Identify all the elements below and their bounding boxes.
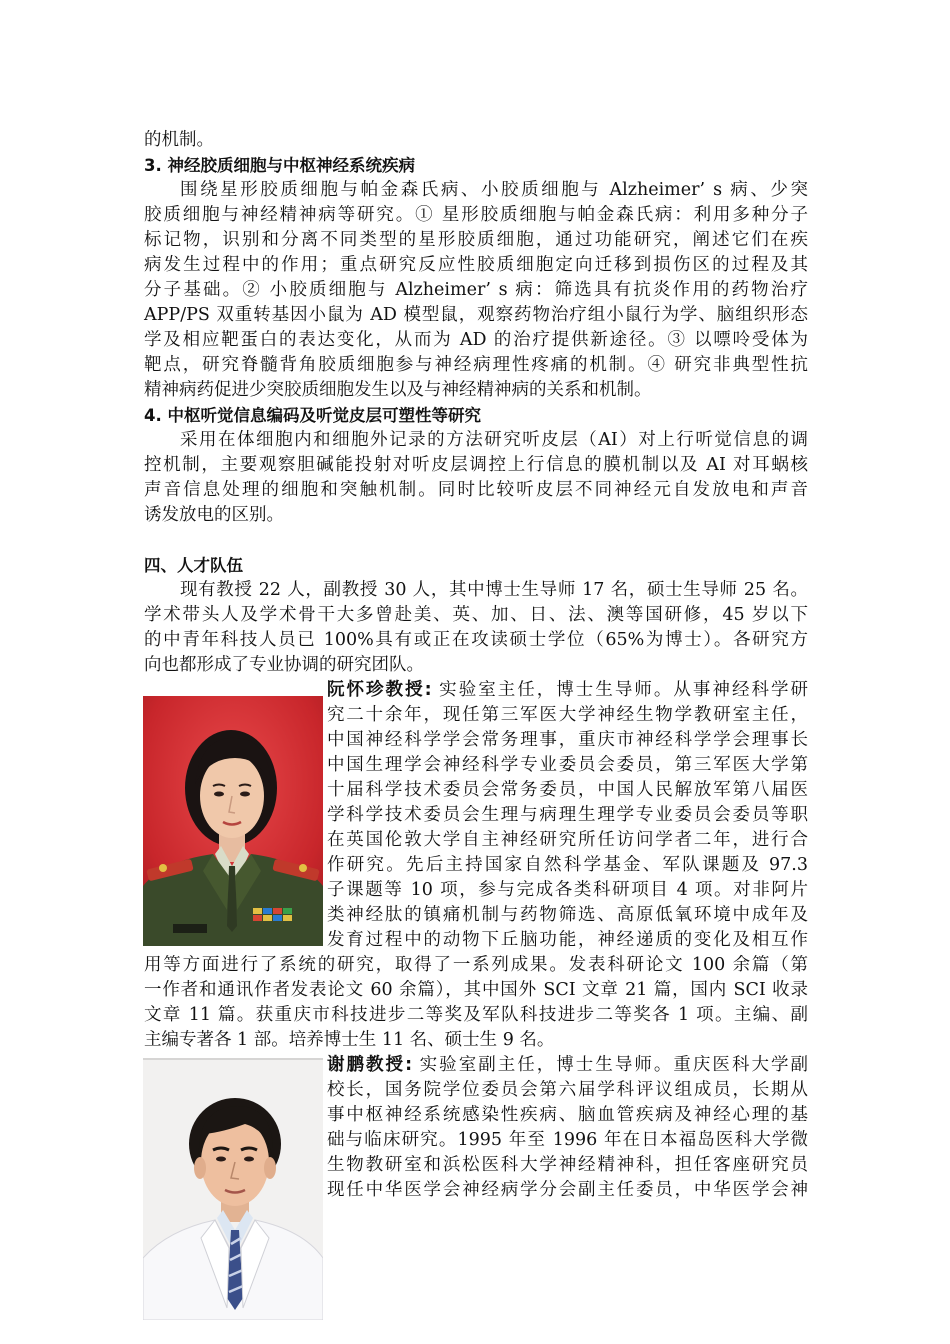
xie-bio-line: 现任中华医学会神经病学分会副主任委员，中华医学会神 bbox=[327, 1180, 808, 1200]
ruan-name: 阮怀珍教授: bbox=[327, 680, 432, 700]
s3-line: 病发生过程中的作用；重点研究反应性胶质细胞定向迁移到损伤区的过程及其 bbox=[144, 255, 808, 275]
xie-bio-text: 实验室副主任，博士生导师。重庆医科大学副 bbox=[412, 1055, 809, 1075]
s3-line: APP/PS 双重转基因小鼠为 AD 模型鼠，观察药物治疗组小鼠行为学、脑组织形态 bbox=[144, 305, 808, 325]
xie-bio-first-line bbox=[327, 1053, 808, 1078]
ruan-bio-line: 十届科学技术委员会常务委员，中国人民解放军第八届医 bbox=[327, 780, 808, 800]
xie-bio-line: 生物教研室和浜松医科大学神经精神科，担任客座研究员 bbox=[327, 1155, 808, 1175]
s4-line: 控机制，主要观察胆碱能投射对听皮层调控上行信息的膜机制以及 AI 对耳蜗核 bbox=[144, 455, 808, 475]
ruan-bio-text: 实验室主任，博士生导师。从事神经科学研 bbox=[431, 680, 809, 700]
paragraph-tail: 的机制。 bbox=[144, 130, 214, 150]
ruan-bio-line: 究二十余年，现任第三军医大学神经生物学教研室主任， bbox=[327, 705, 808, 725]
xie-bio-line: 事中枢神经系统感染性疾病、脑血管疾病及神经心理的基 bbox=[327, 1105, 808, 1125]
s3-line: 靶点，研究脊髓背角胶质细胞参与神经病理性疼痛的机制。④ 研究非典型性抗 bbox=[144, 355, 808, 375]
team-line: 的中青年科技人员已 100%具有或正在攻读硕士学位（65%为博士）。各研究方 bbox=[144, 630, 808, 650]
ruan-bio-line: 一作者和通讯作者发表论文 60 余篇），其中国外 SCI 文章 21 篇，国内 SCI 收录 bbox=[144, 980, 808, 1000]
s3-line: 胶质细胞与神经精神病等研究。① 星形胶质细胞与帕金森氏病：利用多种分子 bbox=[144, 205, 808, 225]
s4-line: 声音信息处理的细胞和突触机制。同时比较听皮层不同神经元自发放电和声音 bbox=[144, 480, 808, 500]
team-line: 现有教授 22 人，副教授 30 人，其中博士生导师 17 名，硕士生导师 25 名。 bbox=[180, 580, 808, 600]
portrait-xie-peng bbox=[143, 1058, 323, 1320]
ruan-bio-line: 中国生理学会神经科学专业委员会委员，第三军医大学第 bbox=[327, 755, 808, 775]
ruan-bio-line: 子课题等 10 项，参与完成各类科研项目 4 项。对非阿片 bbox=[327, 880, 808, 900]
ruan-bio-line: 在英国伦敦大学自主神经研究所任访问学者二年，进行合 bbox=[327, 830, 808, 850]
s3-line: 标记物，识别和分离不同类型的星形胶质细胞，通过功能研究，阐述它们在疾 bbox=[144, 230, 808, 250]
ruan-bio-line: 文章 11 篇。获重庆市科技进步二等奖及军队科技进步二等奖各 1 项。主编、副 bbox=[144, 1005, 808, 1025]
s3-line: 学及相应靶蛋白的表达变化，从而为 AD 的治疗提供新途径。③ 以嘌呤受体为 bbox=[144, 330, 808, 350]
s4-line: 采用在体细胞内和细胞外记录的方法研究听皮层（AI）对上行听觉信息的调 bbox=[180, 430, 808, 450]
team-heading: 四、人才队伍 bbox=[144, 556, 243, 575]
portrait-ruan-huaizhen bbox=[143, 696, 323, 946]
s3-line: 分子基础。② 小胶质细胞与 Alzheimer’ s 病：筛选具有抗炎作用的药物治疗 bbox=[144, 280, 808, 300]
ruan-bio-line: 学科学技术委员会生理与病理生理学专业委员会委员等职 bbox=[327, 805, 808, 825]
team-line: 向也都形成了专业协调的研究团队。 bbox=[144, 655, 424, 675]
s3-line: 精神病药促进少突胶质细胞发生以及与神经精神病的关系和机制。 bbox=[144, 380, 652, 400]
s4-line: 诱发放电的区别。 bbox=[144, 505, 284, 525]
xie-bio-line: 校长，国务院学位委员会第六届学科评议组成员，长期从 bbox=[327, 1080, 808, 1100]
xie-name: 谢鹏教授: bbox=[327, 1055, 413, 1075]
ruan-bio-line: 发育过程中的动物下丘脑功能，神经递质的变化及相互作 bbox=[327, 930, 808, 950]
ruan-bio-line: 中国神经科学学会常务理事，重庆市神经科学学会理事长 bbox=[327, 730, 808, 750]
section-3-heading: 3. 神经胶质细胞与中枢神经系统疾病 bbox=[144, 156, 415, 175]
team-line: 学术带头人及学术骨干大多曾赴美、英、加、日、法、澳等国研修，45 岁以下 bbox=[144, 605, 808, 625]
ruan-bio-line: 用等方面进行了系统的研究，取得了一系列成果。发表科研论文 100 余篇（第 bbox=[144, 955, 808, 975]
section-4-heading: 4. 中枢听觉信息编码及听觉皮层可塑性等研究 bbox=[144, 406, 481, 425]
s3-line: 围绕星形胶质细胞与帕金森氏病、小胶质细胞与 Alzheimer’ s 病、少突 bbox=[180, 180, 808, 200]
ruan-bio-line: 主编专著各 1 部。培养博士生 11 名、硕士生 9 名。 bbox=[144, 1030, 555, 1050]
ruan-bio-line: 类神经肽的镇痛机制与药物筛选、高原低氧环境中成年及 bbox=[327, 905, 808, 925]
ruan-bio-line: 作研究。先后主持国家自然科学基金、军队课题及 97.3 bbox=[327, 855, 808, 875]
ruan-bio-first-line bbox=[327, 678, 808, 703]
xie-bio-line: 础与临床研究。1995 年至 1996 年在日本福岛医科大学微 bbox=[327, 1130, 808, 1150]
